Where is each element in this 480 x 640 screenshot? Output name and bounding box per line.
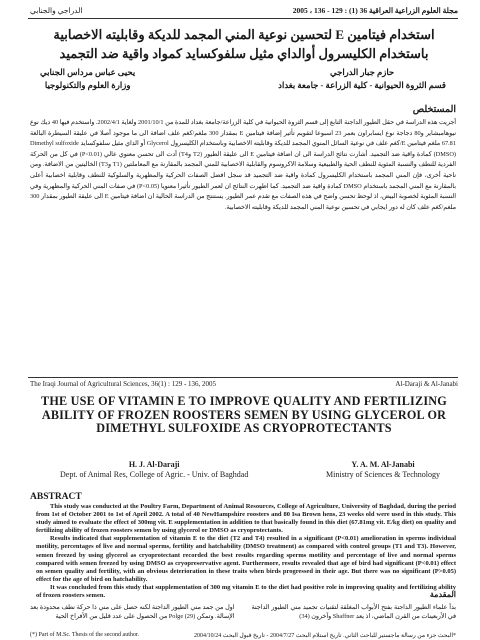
english-abstract-paragraph-3: It was concluded from this study that supplementation of 300 mg vitamin E to the diet had positive role in improving quality and fertilizing ability of frozen roosters semen. xyxy=(36,583,456,600)
arabic-author-2 xyxy=(40,66,135,92)
english-authors xyxy=(60,460,440,480)
introduction-column-right: بدأ علماء الطيور الداجنة بفتح الأبواب المغلقة لتقنيات تجميد مني الطيور الداجنة في الأربعينات من القرن الماضي، اذ يعد Shaffner وآخرون (34) xyxy=(251,604,456,620)
header-rule xyxy=(28,18,458,19)
english-abstract-paragraph-1: This study was conducted at the Poultry Farm, Department of Animal Resources, College of Agriculture, University of Baghdad, during the period from 1st of October 2001 to 1st of April 2002. A total of 40 NewHampshire roosters and 80 Isa Brown hens, 23 weeks old were used in this study. This study aimed to evaluate the effect of 300mg vit. E supplementation in addition to that basically found in this diet (67.81mg vit. E/kg diet) on quality and fertilizing ability of frozen roosters semen by using glycerol or DMSO as cryoprotectants. xyxy=(36,503,456,535)
introduction-heading: المقدمة xyxy=(429,590,456,599)
arabic-author-1 xyxy=(278,66,446,92)
arabic-title: استخدام فيتامين E لتحسين نوعية المني المجمد للديكة وقابليته الاخصابية باستخدام الكليسرول أوالداي مثيل سلفوكسايد كمواد واقية ضد التجميد xyxy=(53,27,435,61)
arabic-author-1-affiliation: قسم الثروة الحيوانية - كلية الزراعة - جامعة بغداد xyxy=(278,80,446,90)
arabic-author-2-affiliation: وزارة العلوم والتكنولوجيا xyxy=(44,80,131,90)
arabic-running-header xyxy=(30,6,458,15)
english-running-header xyxy=(30,380,458,388)
english-author-1-name: H. J. Al-Daraji xyxy=(128,460,180,469)
english-author-2-affiliation: Ministry of Sciences & Technology xyxy=(326,470,440,479)
english-abstract-paragraph-2: Results indicated that supplementation of vitamin E to the diet (T2 and T4) resulted in a significant (P<0.01) amelioration in sperms individual motility, percentages of live and normal sperms, fertility and hatchability (DMSO treatment) as compared with control groups (T1 and T3). However, semen freezed by using glycerol as cryoprotectant recorded the best results regarding sperms motility and percentage of live and normal sperms compared with semen freezed by using DMSO as cryopreservative agent. Furthermore, results revealed that age of bird had significant (P<0.01) effect on semen quality and fertility, with an obvious deterioration in these traits when birds progressed in their age. But there was no significant (P>0.05) effect for the age of bird on hatchability. xyxy=(36,535,456,583)
english-author-2-name: Y. A. M. Al-Janabi xyxy=(351,460,415,469)
arabic-authors xyxy=(40,66,446,92)
arabic-journal-citation: مجلة العلوم الزراعية العراقية 36 (1) : 129 - 136 ، 2005 xyxy=(292,6,458,15)
arabic-running-authors: الدراجي والجنابي xyxy=(30,6,83,15)
english-running-authors: Al-Daraji & Al-Janabi xyxy=(395,380,458,388)
english-author-2 xyxy=(326,460,440,480)
introduction xyxy=(30,604,456,630)
arabic-author-2-name: يحيى عباس مرداس الجنابي xyxy=(40,67,136,77)
footnotes xyxy=(30,632,456,639)
section-rule xyxy=(28,377,458,378)
introduction-column-left: اول من جمد مني الطيور الداجنة لكنه حصل على مني ذا حركة نطف محدودة بعد الإسالة. وتمكن Polge (29) من الحصول على عدد قليل من الأفراخ الحية xyxy=(30,604,235,620)
arabic-abstract: أجريت هذه الدراسة في حقل الطيور الداجنة التابع إلى قسم الثروة الحيوانية في كلية الزراعة/جامعة بغداد للمدة من 2001/10/1 ولغاية 2002/4/1. واستخدم فيها 40 ديك نوع نيوهامبشاير و80 دجاجة نوع ايسابراون بعمر 23 اسبوعا لتقويم تأثير إضافة فيتامين E بمقدار 300 ملغم/كغم علف اضافة الى ما موجود أصلا في عليقة السيطرة البالغة 67.81 ملغم فيتامين E/كغم علف في نوعية السائل المنوي المجمد للديكة وقابليته الاخصابية وباستخدام الكليسرول Glycerol أو الداي مثيل سلفوكسايد Dimethyl sulfoxide (DMSO) كمادة واقية ضد التجميد. أشارت نتائج الدراسة الى ان اضافة فيتامين E الى عليقة الطيور (T2 وT4) أدت الى تحسن معنوي عالي (P<0.01) في كل من الحركة الفردية للنطف والنسبة المئوية للنطف الحية والطبيعية وسلامة الاكروسوم والقابلية الاخصابية للمني المجمد بالمقارنة مع المعاملتين (T1 وT3) الخاليتين من الاضافة. ومن ناحية أخرى، فإن المني المجمد باستخدام الكليسرول كمادة واقية ضد التجميد قد سجل افضل الصفات الحركية والمظهرية والسلوكية للنطف وقابلية اخصابية أعلى بالمقارنة مع المني المجمد باستخدام DMSO كمادة واقية ضد التجميد. كما اظهرت النتائج ان لعمر الطيور تأثيرا معنويا (P<0.05) في صفات المني الحركية والمظهرية وفي النسبة المئوية لخصوبة البيض، اذ لوحظ تحسن واضح في هذه الصفات مع تقدم عمر الطيور. يستنتج من الدراسة الحالية ان اضافة فيتامين E الى عليقة الطيور بمقدار 300 ملغم/كغم علف كان له دور ايجابي في تحسين نوعية المني المجمد للديكة وقابليته الاخصابية. xyxy=(30,119,457,211)
arabic-footnote: *البحث جزء من رسالة ماجستير للباحث الثاني. تاريخ استلام البحث 2004/7/27 - تاريخ قبول البحث 2004/10/24 xyxy=(193,633,456,639)
english-journal-citation: The Iraqi Journal of Agricultural Sciences, 36(1) : 129 - 136, 2005 xyxy=(30,380,217,388)
english-footnote: (*) Part of M.Sc. Thesis of the second author. xyxy=(30,632,140,638)
english-abstract-heading: ABSTRACT xyxy=(30,492,82,502)
english-title: THE USE OF VITAMIN E TO IMPROVE QUALITY AND FERTILIZING ABILITY OF FROZEN ROOSTERS SEMEN BY USING GLYCEROL OR DIMETHYL SULFOXIDE AS CRYOPROTECTANTS xyxy=(41,394,447,435)
arabic-abstract-heading: المستخلص xyxy=(412,105,456,115)
english-author-1 xyxy=(60,460,248,480)
english-author-1-affiliation: Dept. of Animal Res, College of Agric. - Univ. of Baghdad xyxy=(60,470,249,479)
arabic-author-1-name: حازم جبار الدراجي xyxy=(329,67,395,77)
